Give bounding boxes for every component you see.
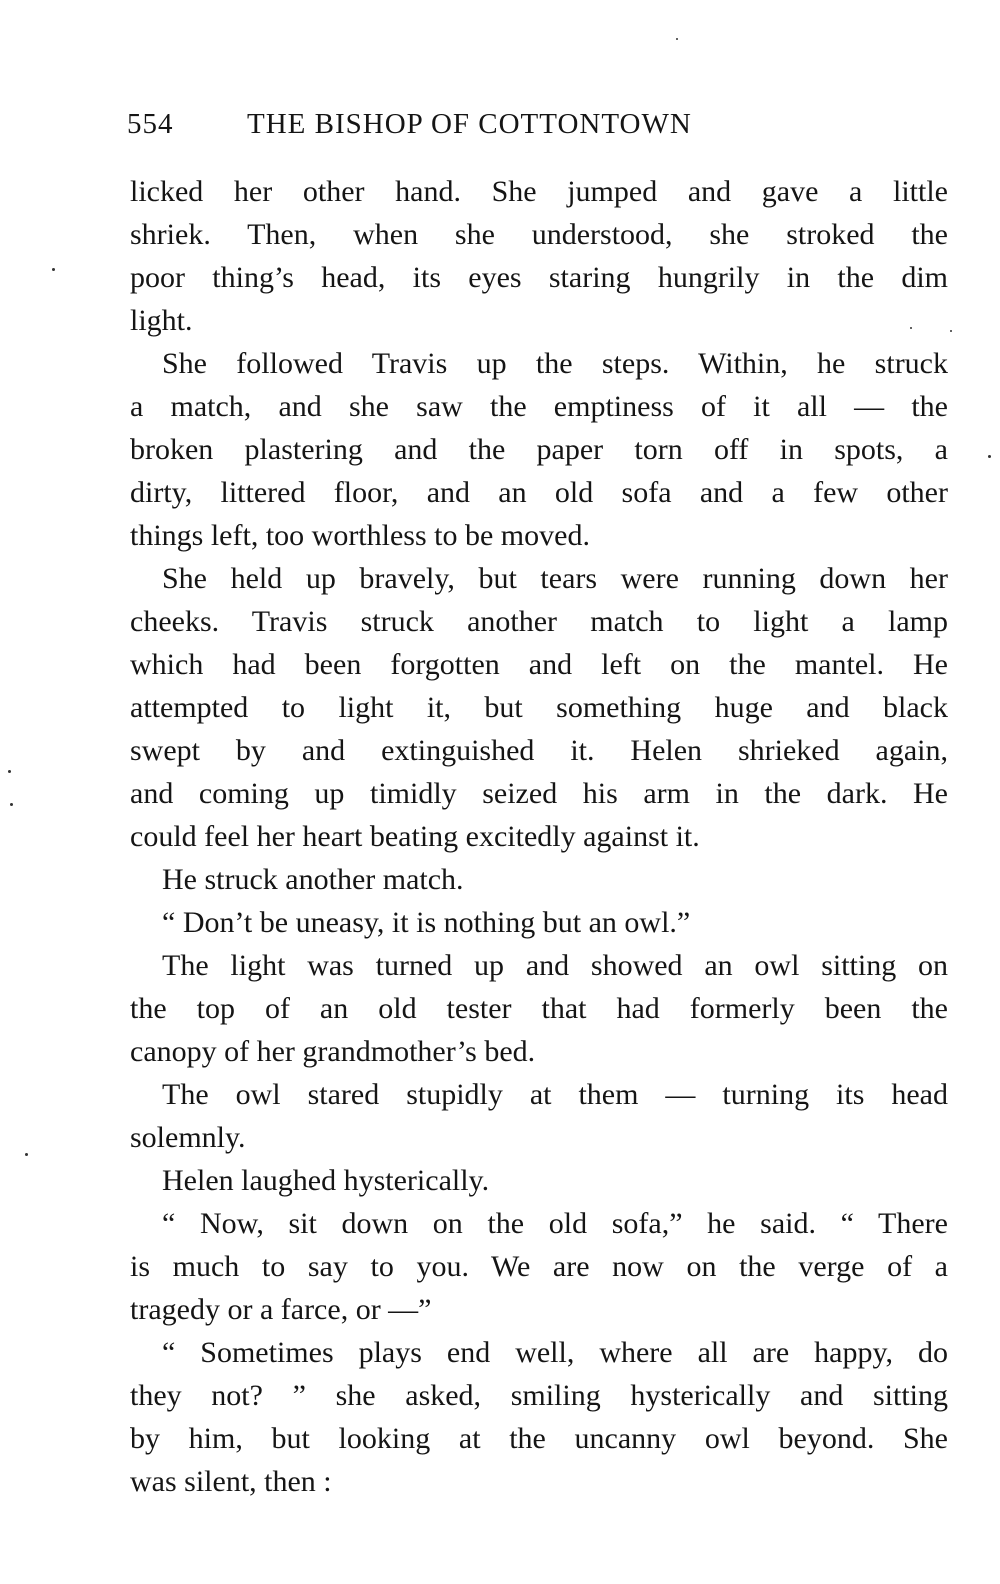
page-number: 554 [127, 108, 174, 140]
text-line: is much to say to you. We are now on the verge of a [130, 1250, 948, 1283]
scan-speck [10, 803, 13, 806]
scan-speck [8, 770, 11, 773]
text-line: light. [130, 304, 193, 337]
text-line: swept by and extinguished it. Helen shrieked again, [130, 734, 948, 767]
text-line: by him, but looking at the uncanny owl beyond. She [130, 1422, 948, 1455]
text-line: they not? ” she asked, smiling hysterically and sitting [130, 1379, 948, 1412]
text-line: the top of an old tester that had formerly been the [130, 992, 948, 1025]
text-line: He struck another match. [162, 863, 464, 896]
text-line: shriek. Then, when she understood, she stroked the [130, 218, 948, 251]
text-line: attempted to light it, but something huge and black [130, 691, 948, 724]
scan-speck [988, 455, 991, 458]
text-line: dirty, littered floor, and an old sofa and a few other [130, 476, 948, 509]
text-line: which had been forgotten and left on the mantel. He [130, 648, 948, 681]
scan-speck [950, 330, 952, 332]
body-text [130, 170, 948, 1503]
text-line: could feel her heart beating excitedly against it. [130, 820, 700, 853]
text-line: The owl stared stupidly at them — turning its head [162, 1078, 948, 1111]
text-line: was silent, then : [130, 1465, 332, 1498]
text-line: tragedy or a farce, or —” [130, 1293, 432, 1326]
text-line: “ Sometimes plays end well, where all are happy, do [162, 1336, 948, 1369]
text-line: The light was turned up and showed an owl sitting on [162, 949, 948, 982]
text-line: “ Don’t be uneasy, it is nothing but an owl.” [162, 906, 691, 939]
scan-speck [676, 38, 678, 40]
scan-speck [52, 268, 55, 271]
text-line: She held up bravely, but tears were running down her [162, 562, 948, 595]
scan-speck [25, 1153, 28, 1156]
text-line: Helen laughed hysterically. [162, 1164, 490, 1197]
text-line: She followed Travis up the steps. Within, he struck [162, 347, 948, 380]
text-line: cheeks. Travis struck another match to light a lamp [130, 605, 948, 638]
scan-speck [910, 327, 912, 329]
text-line: a match, and she saw the emptiness of it all — the [130, 390, 948, 423]
text-line: solemnly. [130, 1121, 246, 1154]
text-line: things left, too worthless to be moved. [130, 519, 590, 552]
book-title: THE BISHOP OF COTTONTOWN [247, 108, 692, 140]
text-line: licked her other hand. She jumped and gave a little [130, 175, 948, 208]
text-line: “ Now, sit down on the old sofa,” he said. “ There [162, 1207, 948, 1240]
text-line: and coming up timidly seized his arm in the dark. He [130, 777, 948, 810]
text-line: poor thing’s head, its eyes staring hungrily in the dim [130, 261, 948, 294]
text-line: broken plastering and the paper torn off in spots, a [130, 433, 948, 466]
running-head [127, 108, 847, 152]
text-line: canopy of her grandmother’s bed. [130, 1035, 536, 1068]
